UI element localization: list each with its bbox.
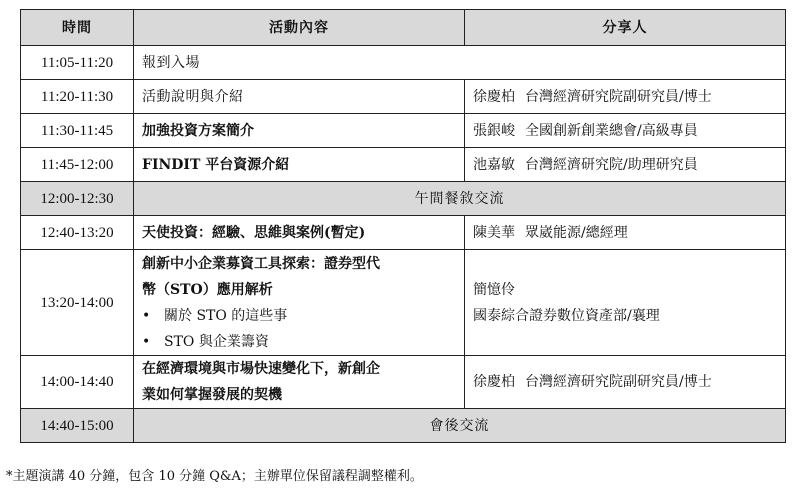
speaker-name: 簡憶伶 [473, 281, 515, 298]
speaker-cell [465, 250, 786, 356]
table-row [21, 80, 786, 114]
bullet-icon: • [142, 307, 151, 324]
speaker-name: 池嘉敏 [473, 156, 515, 173]
bullet-icon: • [142, 333, 151, 350]
header-time: 時間 [21, 10, 134, 46]
activity-title-line: 業如何掌握發展的契機 [142, 387, 282, 403]
speaker-cell [465, 356, 786, 409]
time-cell: 11:20-11:30 [21, 80, 134, 114]
activity-cell: 活動說明與介紹 [134, 80, 465, 114]
table-row [21, 356, 786, 409]
speaker-cell [465, 148, 786, 182]
table-row [21, 114, 786, 148]
speaker-name: 徐慶柏 [473, 88, 515, 105]
footnote: *主題演講 40 分鐘，包含 10 分鐘 Q&A；主辦單位保留議程調整權利。 [6, 469, 423, 484]
time-cell: 14:40-15:00 [21, 409, 134, 443]
speaker-name: 徐慶柏 [473, 374, 515, 390]
speaker-org: 全國創新創業總會/高級專員 [525, 122, 698, 139]
table-row [21, 216, 786, 250]
activity-cell: 報到入場 [134, 46, 786, 80]
speaker-org: 台灣經濟研究院/助理研究員 [525, 156, 698, 173]
speaker-cell [465, 114, 786, 148]
speaker-name: 陳美華 [473, 224, 515, 241]
time-cell: 13:20-14:00 [21, 250, 134, 356]
speaker-org: 眾崴能源/總經理 [525, 224, 628, 241]
time-cell: 12:40-13:20 [21, 216, 134, 250]
activity-cell: FINDIT 平台資源介紹 [134, 148, 465, 182]
activity-cell: 加強投資方案簡介 [134, 114, 465, 148]
bullet-text: 關於 STO 的這些事 [164, 307, 288, 324]
break-label: 午間餐敘交流 [134, 182, 786, 216]
speaker-name: 張銀峻 [473, 122, 515, 139]
time-cell: 14:00-14:40 [21, 356, 134, 409]
break-row [21, 409, 786, 443]
header-speaker: 分享人 [465, 10, 786, 46]
activity-title-line: 創新中小企業募資工具探索：證券型代 [142, 255, 380, 272]
agenda-table [20, 9, 786, 443]
speaker-cell [465, 80, 786, 114]
table-row [21, 148, 786, 182]
speaker-cell [465, 216, 786, 250]
time-cell: 11:30-11:45 [21, 114, 134, 148]
activity-title-line: 在經濟環境與市場快速變化下，新創企 [142, 361, 380, 377]
break-label: 會後交流 [134, 409, 786, 443]
speaker-org: 台灣經濟研究院副研究員/博士 [525, 374, 712, 390]
bullet-item [142, 303, 456, 329]
bullet-list [142, 303, 456, 355]
header-row [21, 10, 786, 46]
bullet-text: STO 與企業籌資 [164, 333, 269, 350]
table-row [21, 46, 786, 80]
header-activity: 活動內容 [134, 10, 465, 46]
table-row [21, 250, 786, 356]
speaker-org: 台灣經濟研究院副研究員/博士 [525, 88, 712, 105]
activity-cell [134, 250, 465, 356]
bullet-item [142, 329, 456, 355]
time-cell: 12:00-12:30 [21, 182, 134, 216]
speaker-org: 國泰綜合證券數位資產部/襄理 [473, 307, 660, 324]
break-row [21, 182, 786, 216]
activity-cell: 天使投資：經驗、思維與案例(暫定) [134, 216, 465, 250]
time-cell: 11:45-12:00 [21, 148, 134, 182]
time-cell: 11:05-11:20 [21, 46, 134, 80]
activity-cell [134, 356, 465, 409]
activity-title-line: 幣（STO）應用解析 [142, 281, 273, 298]
